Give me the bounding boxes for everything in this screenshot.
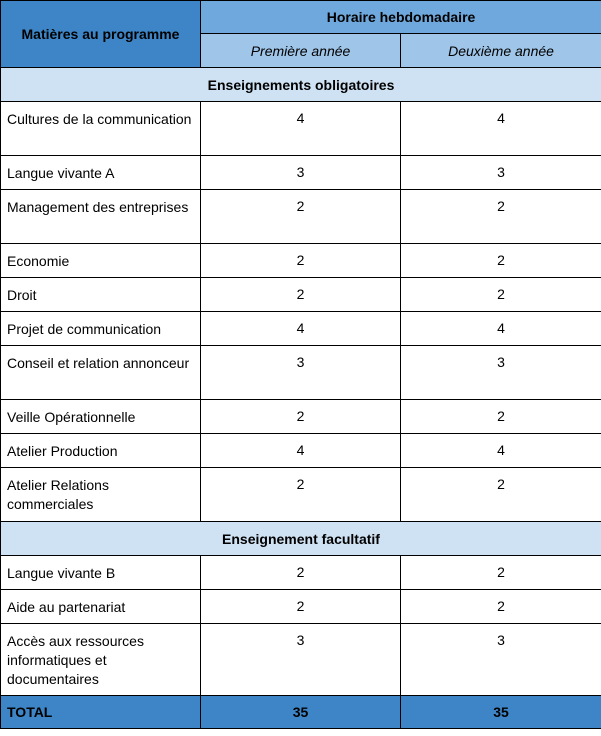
year1-hours-cell: 4 <box>201 102 401 156</box>
subject-cell: Langue vivante A <box>1 156 201 190</box>
table-row <box>1 468 601 522</box>
subject-cell: Aide au partenariat <box>1 590 201 624</box>
total-year1: 35 <box>201 696 401 729</box>
year1-hours-cell: 2 <box>201 244 401 278</box>
table-row <box>1 102 601 156</box>
subject-cell: Conseil et relation annonceur <box>1 346 201 400</box>
year2-hours-cell: 3 <box>401 156 601 190</box>
subject-cell: Atelier Production <box>1 434 201 468</box>
year1-hours-cell: 3 <box>201 156 401 190</box>
subject-cell: Droit <box>1 278 201 312</box>
table-row <box>1 190 601 244</box>
table-row <box>1 400 601 434</box>
section-optional: Enseignement facultatif <box>1 522 601 556</box>
subject-cell: Accès aux ressources informatiques et documentaires <box>1 624 201 696</box>
year2-hours-cell: 2 <box>401 556 601 590</box>
table-row <box>1 624 601 696</box>
weekly-hours-header: Horaire hebdomadaire <box>201 1 601 34</box>
year2-hours-cell: 4 <box>401 434 601 468</box>
year1-hours-cell: 2 <box>201 468 401 522</box>
year2-hours-cell: 2 <box>401 468 601 522</box>
year2-hours-cell: 2 <box>401 278 601 312</box>
year1-hours-cell: 2 <box>201 400 401 434</box>
subject-cell: Economie <box>1 244 201 278</box>
year1-hours-cell: 2 <box>201 190 401 244</box>
total-row <box>1 696 601 729</box>
table-row <box>1 346 601 400</box>
table-row <box>1 434 601 468</box>
year2-hours-cell: 2 <box>401 190 601 244</box>
year1-hours-cell: 2 <box>201 556 401 590</box>
table-row <box>1 244 601 278</box>
year1-hours-cell: 3 <box>201 624 401 696</box>
total-label: TOTAL <box>1 696 201 729</box>
year2-hours-cell: 4 <box>401 102 601 156</box>
year1-hours-cell: 2 <box>201 278 401 312</box>
year2-hours-cell: 4 <box>401 312 601 346</box>
table-row <box>1 278 601 312</box>
year1-hours-cell: 4 <box>201 312 401 346</box>
subjects-header: Matières au programme <box>1 1 201 68</box>
table-row <box>1 312 601 346</box>
year2-header: Deuxième année <box>401 34 601 68</box>
subject-cell: Cultures de la communication <box>1 102 201 156</box>
year2-hours-cell: 3 <box>401 346 601 400</box>
year1-hours-cell: 4 <box>201 434 401 468</box>
year2-hours-cell: 2 <box>401 244 601 278</box>
subject-cell: Langue vivante B <box>1 556 201 590</box>
year1-hours-cell: 3 <box>201 346 401 400</box>
year2-hours-cell: 2 <box>401 590 601 624</box>
subject-cell: Veille Opérationnelle <box>1 400 201 434</box>
table-row <box>1 156 601 190</box>
table-row <box>1 590 601 624</box>
subject-cell: Atelier Relations commerciales <box>1 468 201 522</box>
section-mandatory: Enseignements obligatoires <box>1 68 601 102</box>
year1-hours-cell: 2 <box>201 590 401 624</box>
year2-hours-cell: 3 <box>401 624 601 696</box>
year2-hours-cell: 2 <box>401 400 601 434</box>
subject-cell: Management des entreprises <box>1 190 201 244</box>
year1-header: Première année <box>201 34 401 68</box>
total-year2: 35 <box>401 696 601 729</box>
subject-cell: Projet de communication <box>1 312 201 346</box>
table-row <box>1 556 601 590</box>
